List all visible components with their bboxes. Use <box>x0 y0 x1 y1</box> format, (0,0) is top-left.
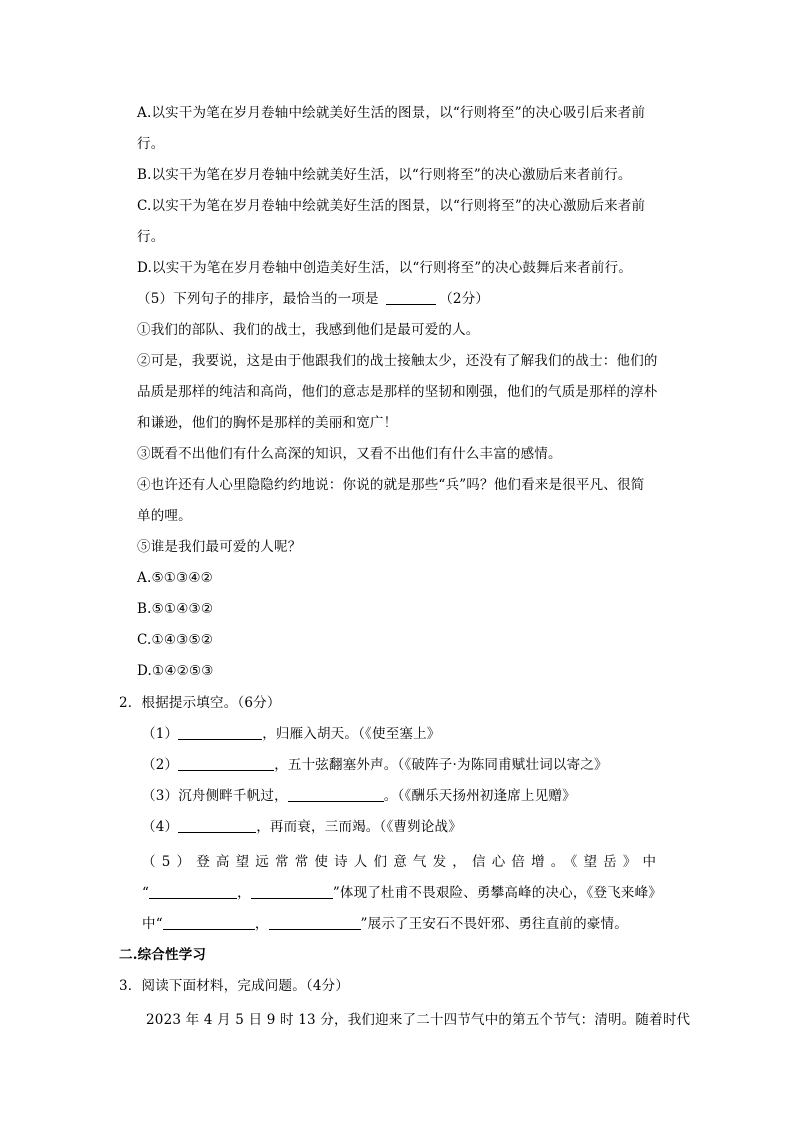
item-text: ，五十弦翻塞外声。（《破阵子·为陈同甫赋壮词以寄之》 <box>274 757 608 773</box>
question-3-title: 3．阅读下面材料，完成问题。（4分） <box>119 978 350 994</box>
comma: ， <box>254 916 269 932</box>
option-a-line1: A.以实干为笔在岁月卷轴中绘就美好生活的图景，以“行则将至”的决心吸引后来者前 <box>137 105 646 121</box>
sentence-5: ⑤谁是我们最可爱的人呢？ <box>137 539 302 555</box>
item-text: ，归雁入胡天。（《使至塞上》 <box>262 726 441 742</box>
question-5-score: （2分） <box>439 291 490 307</box>
quote-open: “ <box>142 885 150 901</box>
answer-blank <box>269 915 361 930</box>
option-a-line2: 行。 <box>137 136 165 152</box>
question-5-stem <box>137 289 489 309</box>
sentence-1: ①我们的部队、我们的战士，我感到他们是最可爱的人。 <box>137 322 480 338</box>
option-b: B.以实干为笔在岁月卷轴中绘就美好生活，以“行则将至”的决心激励后来者前行。 <box>137 167 632 183</box>
answer-blank <box>288 787 384 802</box>
item-number: （1） <box>142 726 179 742</box>
fill-item-5-line3 <box>142 914 628 934</box>
paragraph-line: 2023 年 4 月 5 日 9 时 13 分，我们迎来了二十四节气中的第五个节气：清明。随着时代 <box>146 1012 691 1028</box>
sentence-2-line3: 和谦逊，他们的胸怀是那样的美丽和宽广！ <box>137 415 398 431</box>
sentence-2-line2: 品质是那样的纯洁和高尚，他们的意志是那样的坚韧和刚强，他们的气质是那样的淳朴 <box>137 384 658 400</box>
sentence-4-line2: 单的哩。 <box>137 508 192 524</box>
answer-blank <box>251 884 333 899</box>
question-2-title: 2．根据提示填空。（6分） <box>119 695 281 711</box>
item-number: （2） <box>142 757 179 773</box>
item-text: ”展示了王安石不畏奸邪、勇往直前的豪情。 <box>360 916 628 932</box>
fill-item-4 <box>142 817 462 837</box>
sentence-4-line1: ④也许还有人心里隐隐约约地说：你说的就是那些“兵”吗？他们看来是很平凡、很简 <box>137 477 645 493</box>
fill-item-1 <box>142 724 441 744</box>
answer-blank <box>163 915 255 930</box>
item-text: ”体现了杜甫不畏艰险、勇攀高峰的决心，《登飞来峰》 <box>332 885 662 901</box>
order-option-c: C.①④③⑤② <box>137 632 214 648</box>
item-text-after: 。（《酬乐天扬州初逢席上见赠》 <box>383 788 576 804</box>
item-text: ，再而衰，三而竭。（《曹刿论战》 <box>256 819 462 835</box>
option-c-line1: C.以实干为笔在岁月卷轴中绘就美好生活的图景，以“行则将至”的决心激励后来者前 <box>137 198 646 214</box>
sentence-3: ③既看不出他们有什么高深的知识，又看不出他们有什么丰富的感情。 <box>137 446 562 462</box>
order-option-a: A.⑤①③④② <box>137 570 213 586</box>
answer-blank <box>178 725 262 740</box>
order-option-b: B.⑤①④③② <box>137 601 214 617</box>
answer-blank <box>386 290 436 305</box>
comma: ， <box>237 885 251 901</box>
option-d: D.以实干为笔在岁月卷轴中创造美好生活，以“行则将至”的决心鼓舞后来者前行。 <box>137 260 633 276</box>
option-c-line2: 行。 <box>137 229 165 245</box>
fill-item-2 <box>142 755 608 775</box>
answer-blank <box>149 884 237 899</box>
fill-item-5-line1: （5）登高望远常常使诗人们意气发，信心倍增。《望岳》中 <box>142 854 663 870</box>
section-heading: 二.综合性学习 <box>119 947 207 963</box>
answer-blank <box>178 756 274 771</box>
quote-open: 中“ <box>142 916 163 932</box>
answer-blank <box>178 818 256 833</box>
item-number: （4） <box>142 819 179 835</box>
fill-item-5-line2 <box>142 883 662 903</box>
sentence-2-line1: ②可是，我要说，这是由于他跟我们的战士接触太少，还没有了解我们的战士：他们的 <box>137 353 658 369</box>
order-option-d: D.①④②⑤③ <box>137 663 214 679</box>
item-text-before: （3）沉舟侧畔千帆过， <box>142 788 288 804</box>
fill-item-3 <box>142 786 576 806</box>
question-5-stem-text: （5）下列句子的排序，最恰当的一项是 <box>137 291 379 307</box>
